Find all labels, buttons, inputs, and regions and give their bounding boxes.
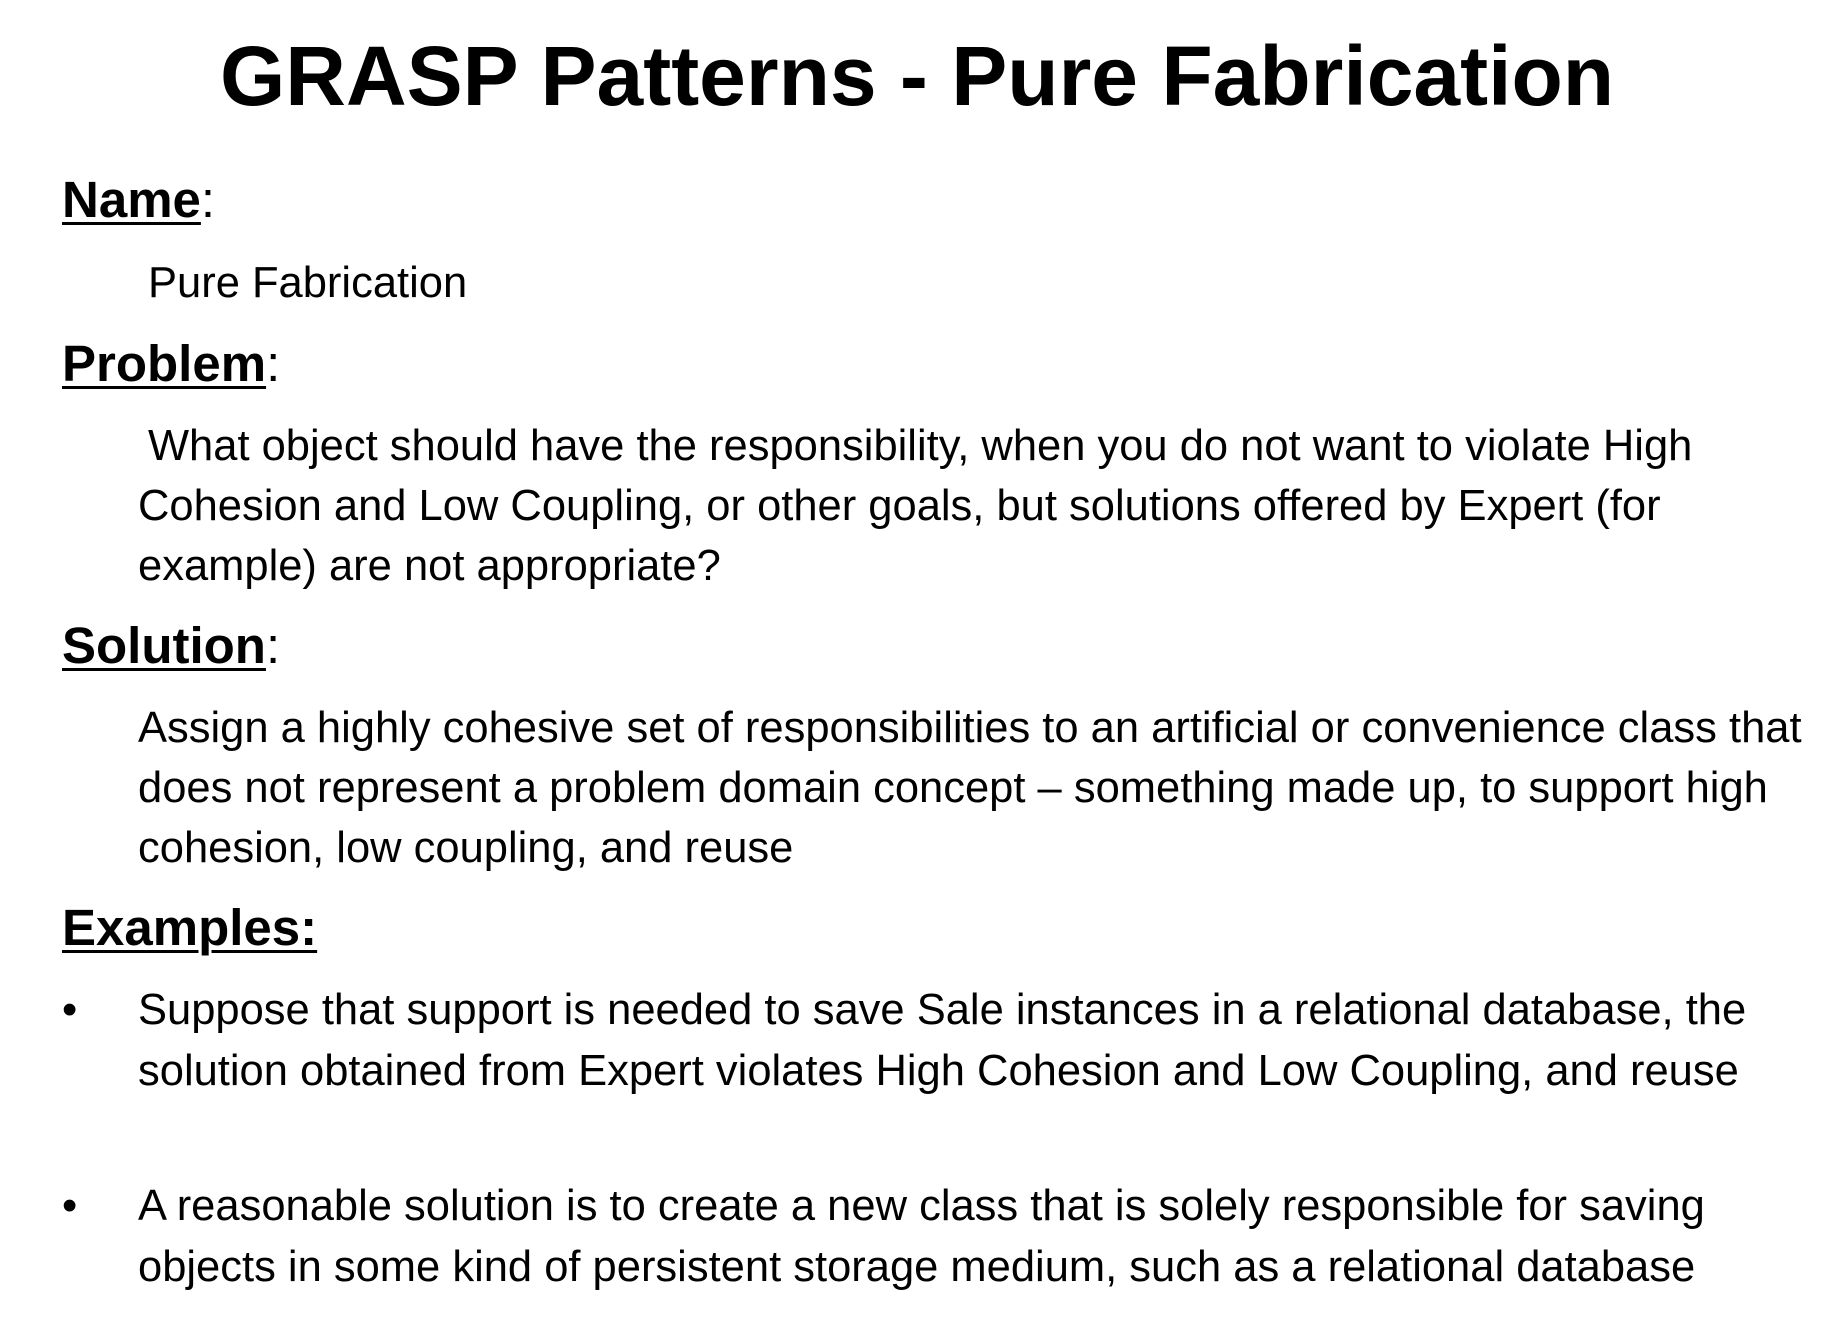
page-title: GRASP Patterns - Pure Fabrication bbox=[219, 29, 1615, 123]
problem-heading bbox=[62, 334, 280, 394]
name-value: Pure Fabrication bbox=[148, 259, 468, 307]
problem-text: What object should have the responsibility, when you do not want to violate High Cohesion and Low Coupling, or other goals, but solutions offered by Expert (for example) are not appropriate? bbox=[138, 422, 1693, 590]
solution-heading bbox=[62, 616, 280, 676]
name-heading-label: Name bbox=[62, 171, 201, 228]
problem-heading-colon: : bbox=[266, 335, 281, 392]
bullet-icon: • bbox=[62, 1182, 78, 1230]
name-heading bbox=[62, 170, 215, 230]
examples-heading bbox=[62, 898, 317, 958]
solution-heading-label: Solution bbox=[62, 617, 266, 674]
examples-heading-label: Examples: bbox=[62, 899, 318, 956]
solution-heading-colon: : bbox=[265, 617, 281, 674]
example-item-text: Suppose that support is needed to save Sale instances in a relational database, the solution obtained from Expert violates High Cohesion and Low Coupling, and reuse bbox=[138, 986, 1747, 1095]
solution-text: Assign a highly cohesive set of responsibilities to an artificial or convenience class that does not represent a problem domain concept – something made up, to support high cohesion, low coupling, and reuse bbox=[138, 704, 1802, 872]
problem-heading-label: Problem bbox=[62, 335, 267, 392]
name-heading-colon: : bbox=[200, 171, 216, 228]
bullet-icon: • bbox=[62, 986, 78, 1034]
example-item-text: A reasonable solution is to create a new class that is solely responsible for saving objects in some kind of persistent storage medium, such as a relational database bbox=[138, 1182, 1705, 1291]
